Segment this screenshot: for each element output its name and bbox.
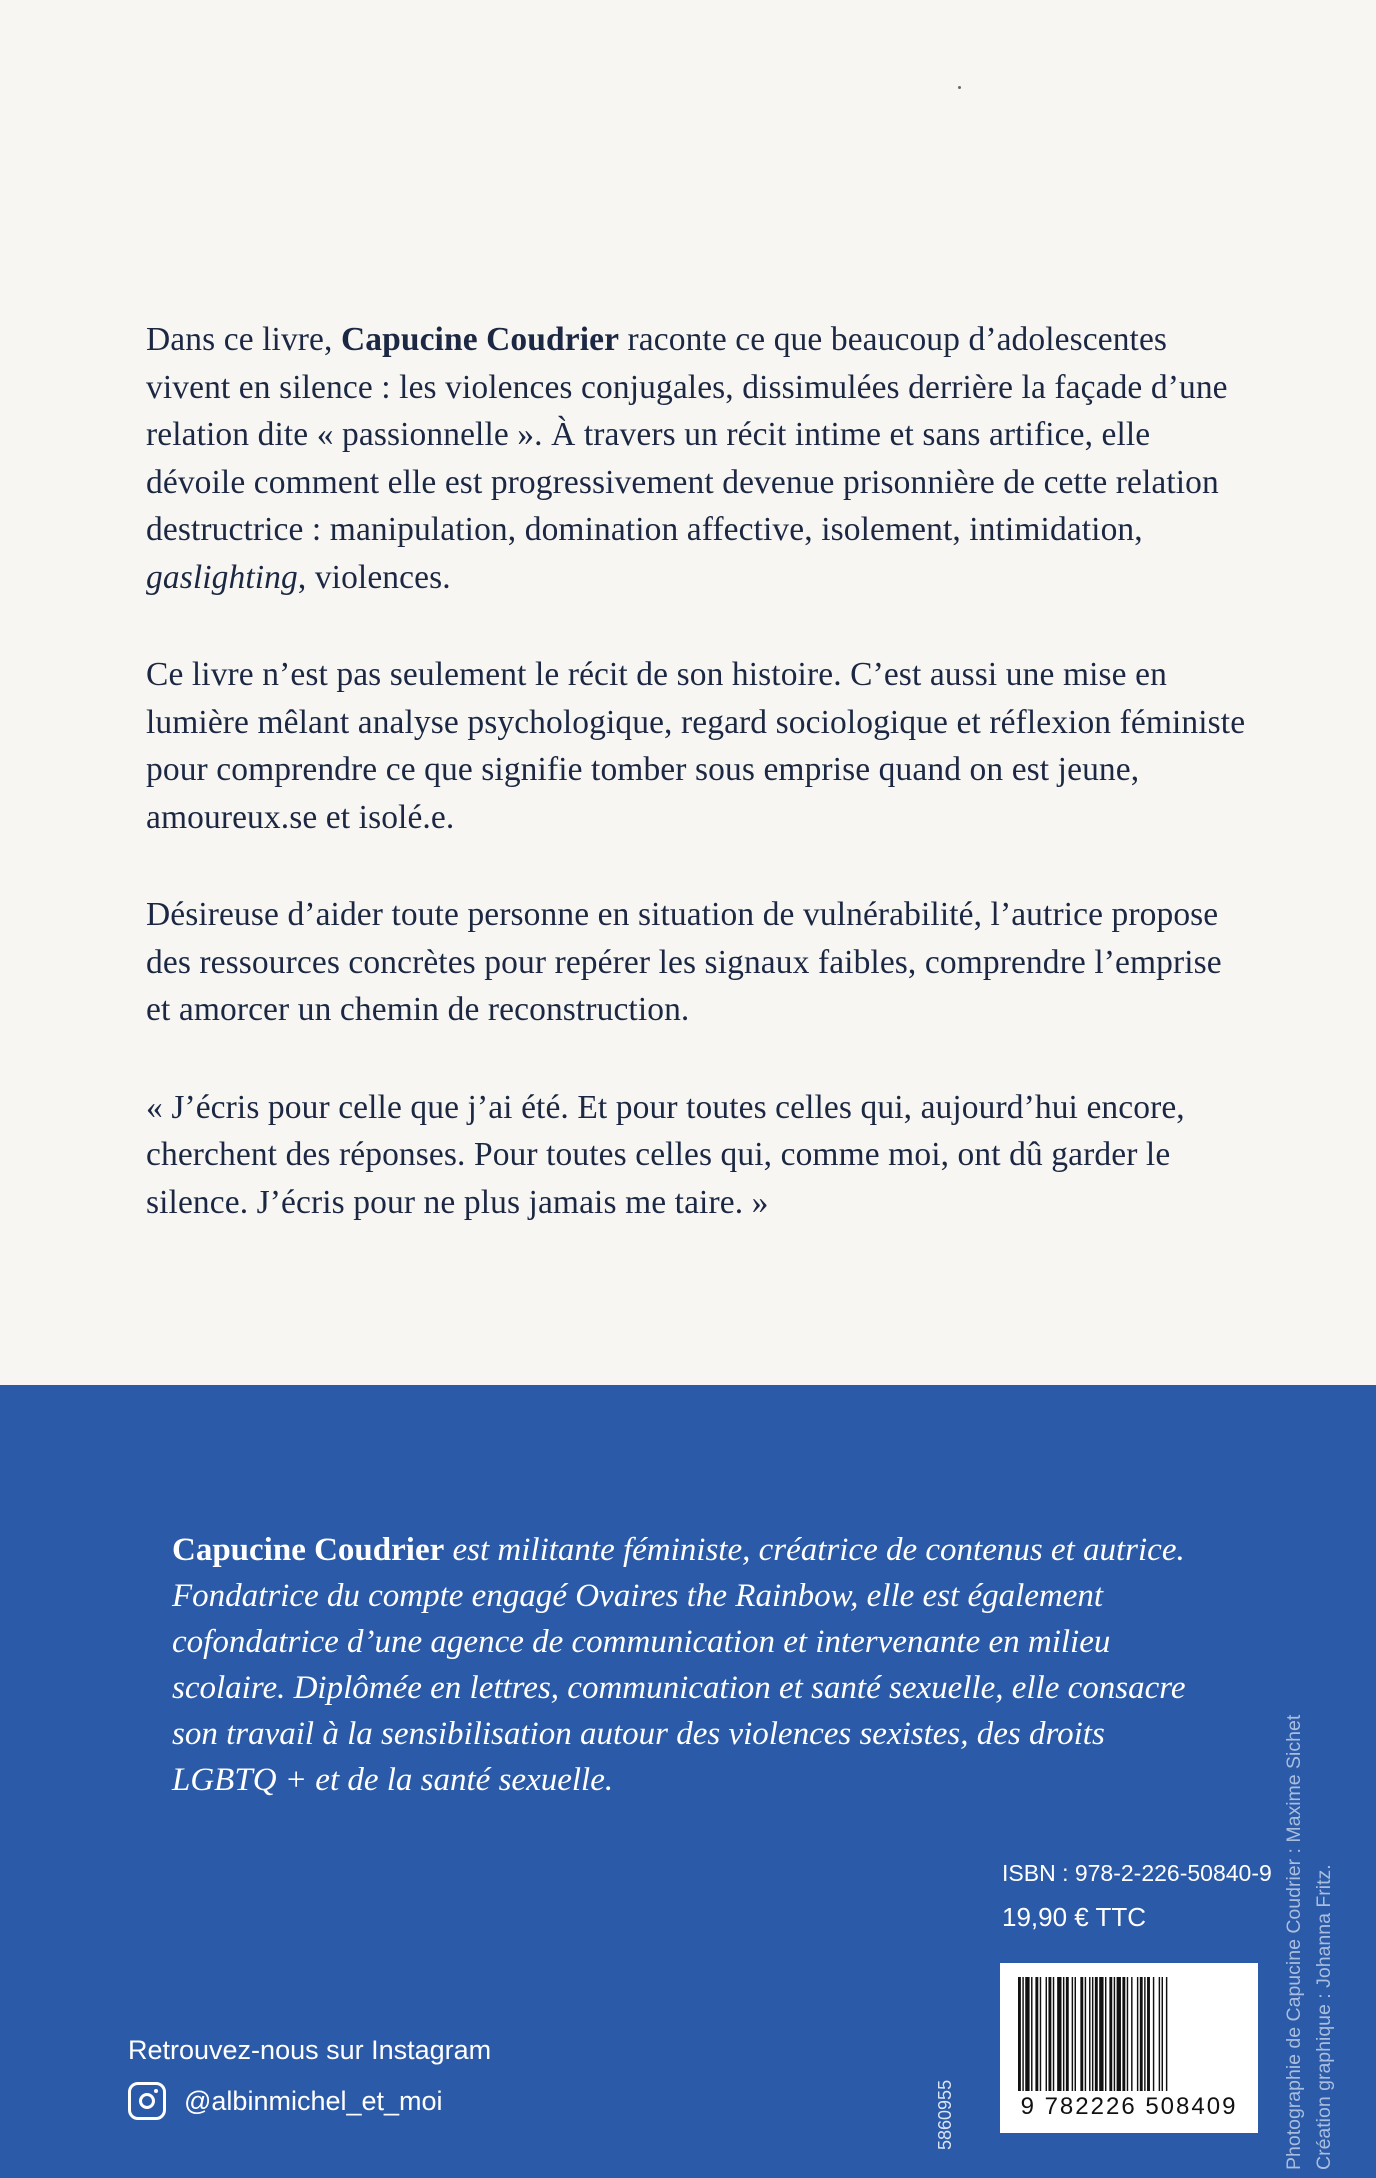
barcode-bar: [1063, 1977, 1064, 2091]
barcode-bars: [1016, 1977, 1242, 2091]
barcode-digits: 9 782226 508409: [1020, 2093, 1238, 2120]
barcode-bar: [1109, 1977, 1112, 2091]
barcode-bar: [1095, 1977, 1098, 2091]
barcode-bar: [1122, 1977, 1125, 2091]
barcode-bar: [1153, 1977, 1154, 2091]
blurb-paragraph-3: Désireuse d’aider toute personne en situation de vulnérabilité, l’autrice propose des ressources concrètes pour repérer les signaux faibles, comprendre l’emprise et amorcer un chemin de reconstruction.: [146, 896, 1222, 1028]
instagram-title: Retrouvez-nous sur Instagram: [128, 2035, 492, 2065]
barcode-bar: [1131, 1977, 1132, 2091]
instagram-handle[interactable]: @albinmichel_et_moi: [184, 2085, 443, 2116]
internal-code: 5860955: [935, 2079, 955, 2150]
barcode-bar: [1066, 1977, 1069, 2091]
blurb: [146, 316, 1246, 1226]
barcode-bar: [1166, 1977, 1167, 2091]
barcode-bar: [1099, 1977, 1103, 2091]
barcode-bar: [1114, 1977, 1115, 2091]
barcode-bar: [1040, 1977, 1041, 2091]
barcode-bar: [1057, 1977, 1061, 2091]
barcode-bar: [1140, 1977, 1143, 2091]
barcode-bar: [1092, 1977, 1093, 2091]
credits: [1283, 1605, 1376, 2178]
barcode-bar: [1031, 1977, 1032, 2091]
barcode-bar: [1144, 1977, 1145, 2091]
barcode-bar: [1053, 1977, 1054, 2091]
price: 19,90 € TTC: [1002, 1902, 1147, 1932]
design-credit: Création graphique : Johanna Fritz.: [1313, 1864, 1335, 2170]
barcode-bar: [1147, 1977, 1150, 2091]
isbn: ISBN : 978-2-226-50840-9: [1002, 1860, 1272, 1886]
barcode-bar: [1025, 1977, 1029, 2091]
barcode-bar: [1159, 1977, 1160, 2091]
barcode-bar: [1072, 1977, 1073, 2091]
instagram-row[interactable]: [128, 2082, 491, 2120]
barcode-bar: [1162, 1977, 1163, 2091]
italic-term: gaslighting: [146, 558, 298, 596]
barcode-bar: [1018, 1977, 1021, 2091]
blurb-paragraph-1: Dans ce livre, Capucine Coudrier raconte ce que beaucoup d’adolescentes vivent en silence : les violences conjugales, dissimulées derrière la façade d’une relation dite « passionnelle ». À travers un récit intime et sans artifice, elle dévoile comment elle est progressivement devenue prisonnière de cette relation destructrice : manipulation, domination affective, isolement, intimidation, gaslighting, violences.: [146, 321, 1228, 596]
isbn-price-block: [1002, 1857, 1272, 1939]
barcode-bar: [1080, 1977, 1083, 2091]
barcode-bar: [1022, 1977, 1023, 2091]
barcode-bar: [1127, 1977, 1128, 2091]
author-bio: Capucine Coudrier est militante féministe, créatrice de contenus et autrice. Fondatrice du compte engagé Ovaires the Rainbow, elle est également cofondatrice d’une agence de communication et intervenante en milieu scolaire. Diplômée en lettres, communication et santé sexuelle, elle consacre son travail à la sensibilisation autour des violences sexistes, des droits LGBTQ + et de la santé sexuelle.: [172, 1532, 1186, 1798]
barcode-bar: [1089, 1977, 1090, 2091]
barcode-bar: [1085, 1977, 1086, 2091]
barcode-bar: [1035, 1977, 1038, 2091]
author-quote: « J’écris pour celle que j’ai été. Et pour toutes celles qui, aujourd’hui encore, cherchent des réponses. Pour toutes celles qui, comme moi, ont dû garder le silence. J’écris pour ne plus jamais me taire. »: [146, 1088, 1185, 1221]
print-speck: [958, 86, 961, 89]
barcode-bar: [1137, 1977, 1138, 2091]
barcode-bar: [1048, 1977, 1051, 2091]
bio-author-name: Capucine Coudrier: [172, 1532, 445, 1568]
barcode-bar: [1105, 1977, 1106, 2091]
barcode: [1000, 1963, 1258, 2133]
blurb-paragraph-2: Ce livre n’est pas seulement le récit de son histoire. C’est aussi une mise en lumière mêlant analyse psychologique, regard sociologique et réflexion féministe pour comprendre ce que signifie tomber sous emprise quand on est jeune, amoureux.se et isolé.e.: [146, 656, 1246, 836]
author-name: Capucine Coudrier: [340, 321, 620, 358]
photo-credit: Photographie de Capucine Coudrier : Maxime Sichet: [1283, 1714, 1305, 2170]
barcode-bar: [1117, 1977, 1121, 2091]
barcode-bar: [1046, 1977, 1047, 2091]
barcode-bar: [1075, 1977, 1076, 2091]
instagram-block: [128, 2030, 491, 2120]
instagram-icon: [128, 2082, 166, 2120]
